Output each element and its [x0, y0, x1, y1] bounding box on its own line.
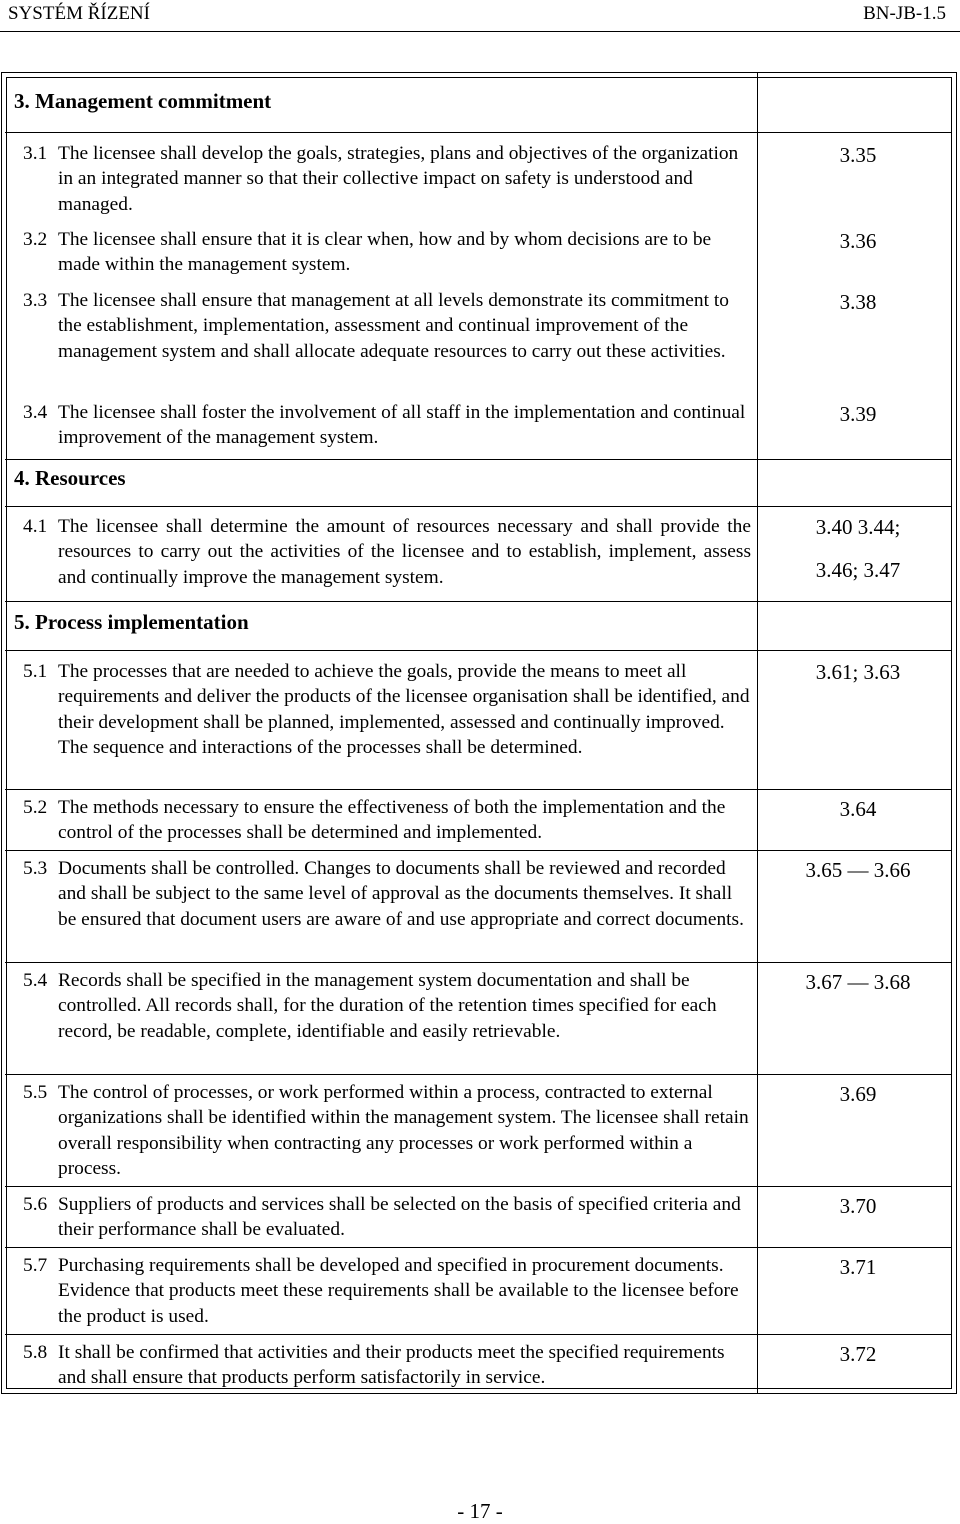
reference-5-1: 3.61; 3.63	[815, 660, 901, 684]
reference-5-2: 3.64	[839, 797, 877, 821]
row-divider	[5, 459, 952, 460]
requirement-text: The licensee shall ensure that management at all levels demonstrate its commitment to the establishment, implementation, assessment and continual improvement of the management system and shall allocate adequate resources to carry out these activities.	[58, 290, 729, 362]
reference-5-7: 3.71	[839, 1255, 877, 1279]
requirement-number: 3.3	[23, 290, 48, 311]
requirement-text: The licensee shall foster the involvement of all staff in the implementation and continual improvement of the management system.	[58, 402, 746, 449]
requirement-text: The licensee shall develop the goals, strategies, plans and objectives of the organization in an integrated manner so that their collective impact on safety is understood and managed.	[58, 143, 739, 215]
reference-3-1: 3.35	[839, 143, 877, 167]
section-heading-process-implementation: 5. Process implementation	[14, 610, 249, 634]
requirement-text: Suppliers of products and services shall be selected on the basis of specified criteria and their performance shall be evaluated.	[58, 1194, 741, 1241]
requirement-3-1	[23, 141, 751, 217]
row-divider	[5, 962, 952, 963]
requirement-5-4	[23, 968, 751, 1044]
row-divider	[5, 850, 952, 851]
requirement-4-1	[23, 514, 751, 590]
reference-3-2: 3.36	[839, 229, 877, 253]
requirement-text: Documents shall be controlled. Changes to documents shall be reviewed and recorded and shall be subject to the same level of approval as the documents themselves. It shall be ensured that document users are aware of and use appropriate and correct documents.	[58, 858, 744, 930]
row-divider	[5, 132, 952, 133]
requirement-number: 5.5	[23, 1082, 48, 1103]
reference-5-6: 3.70	[839, 1194, 877, 1218]
row-divider	[5, 1334, 952, 1335]
header-document-code: BN-JB-1.5	[863, 3, 946, 24]
requirement-text: The licensee shall ensure that it is clear when, how and by whom decisions are to be made within the management system.	[58, 229, 712, 276]
row-divider	[5, 789, 952, 790]
requirement-5-5	[23, 1080, 751, 1182]
row-divider	[5, 601, 952, 602]
header-rule	[0, 31, 960, 32]
requirement-3-4	[23, 400, 751, 451]
requirement-text: The control of processes, or work performed within a process, contracted to external organizations shall be identified within the management system. The licensee shall retain overall responsibility when contracting any processes or work performed within a process.	[58, 1082, 749, 1180]
requirement-number: 4.1	[23, 516, 48, 537]
requirement-5-7	[23, 1253, 751, 1329]
requirement-3-3	[23, 288, 751, 364]
reference-5-3: 3.65 — 3.66	[805, 858, 911, 882]
row-divider	[5, 1247, 952, 1248]
reference-5-4: 3.67 — 3.68	[805, 970, 911, 994]
requirement-5-6	[23, 1192, 751, 1243]
requirement-3-2	[23, 227, 751, 278]
row-divider	[5, 650, 952, 651]
reference-5-5: 3.69	[839, 1082, 877, 1106]
requirement-5-8	[23, 1340, 751, 1391]
reference-3-3: 3.38	[839, 290, 877, 314]
reference-5-8: 3.72	[839, 1342, 877, 1366]
reference-4-1-line2: 3.46; 3.47	[815, 558, 901, 582]
requirement-number: 5.3	[23, 858, 48, 879]
requirement-number: 5.1	[23, 661, 48, 682]
requirement-text: Records shall be specified in the management system documentation and shall be controlled. All records shall, for the duration of the retention times specified for each record, be readable, complete, identifiable and easily retrievable.	[58, 970, 717, 1042]
requirement-text: It shall be confirmed that activities and their products meet the specified requirements and shall ensure that products perform satisfactorily in service.	[58, 1342, 725, 1389]
row-divider	[5, 1074, 952, 1075]
requirement-text: The methods necessary to ensure the effectiveness of both the implementation and the control of the processes shall be determined and implemented.	[58, 797, 726, 844]
requirement-number: 3.4	[23, 402, 48, 423]
page-number: - 17 -	[457, 1499, 503, 1523]
requirement-5-3	[23, 856, 751, 932]
requirement-text: The licensee shall determine the amount of resources necessary and shall provide the resources to carry out the activities of the licensee and to establish, implement, assess and continually improve the management system.	[58, 516, 751, 588]
reference-3-4: 3.39	[839, 402, 877, 426]
requirement-number: 5.2	[23, 797, 48, 818]
requirement-number: 3.1	[23, 143, 48, 164]
section-heading-resources: 4. Resources	[14, 466, 126, 490]
requirement-5-1	[23, 659, 751, 761]
requirement-text: Purchasing requirements shall be developed and specified in procurement documents. Evidence that products meet these requirements shall be available to the licensee before the product is used.	[58, 1255, 739, 1327]
requirement-number: 5.7	[23, 1255, 48, 1276]
requirement-number: 5.8	[23, 1342, 48, 1363]
section-heading-management-commitment: 3. Management commitment	[14, 89, 272, 113]
requirement-number: 3.2	[23, 229, 48, 250]
reference-4-1-line1: 3.40 3.44;	[815, 515, 901, 539]
requirement-number: 5.6	[23, 1194, 48, 1215]
row-divider	[5, 506, 952, 507]
requirement-text: The processes that are needed to achieve the goals, provide the means to meet all requirements and deliver the products of the licensee organisation shall be identified, and their development shall be planned, implemented, assessed and continually improved. The sequence and interactions of the processes shall be determined.	[58, 661, 750, 759]
requirement-number: 5.4	[23, 970, 48, 991]
header-left-title: SYSTÉM ŘÍZENÍ	[8, 3, 150, 24]
requirement-5-2	[23, 795, 751, 846]
row-divider	[5, 1186, 952, 1187]
